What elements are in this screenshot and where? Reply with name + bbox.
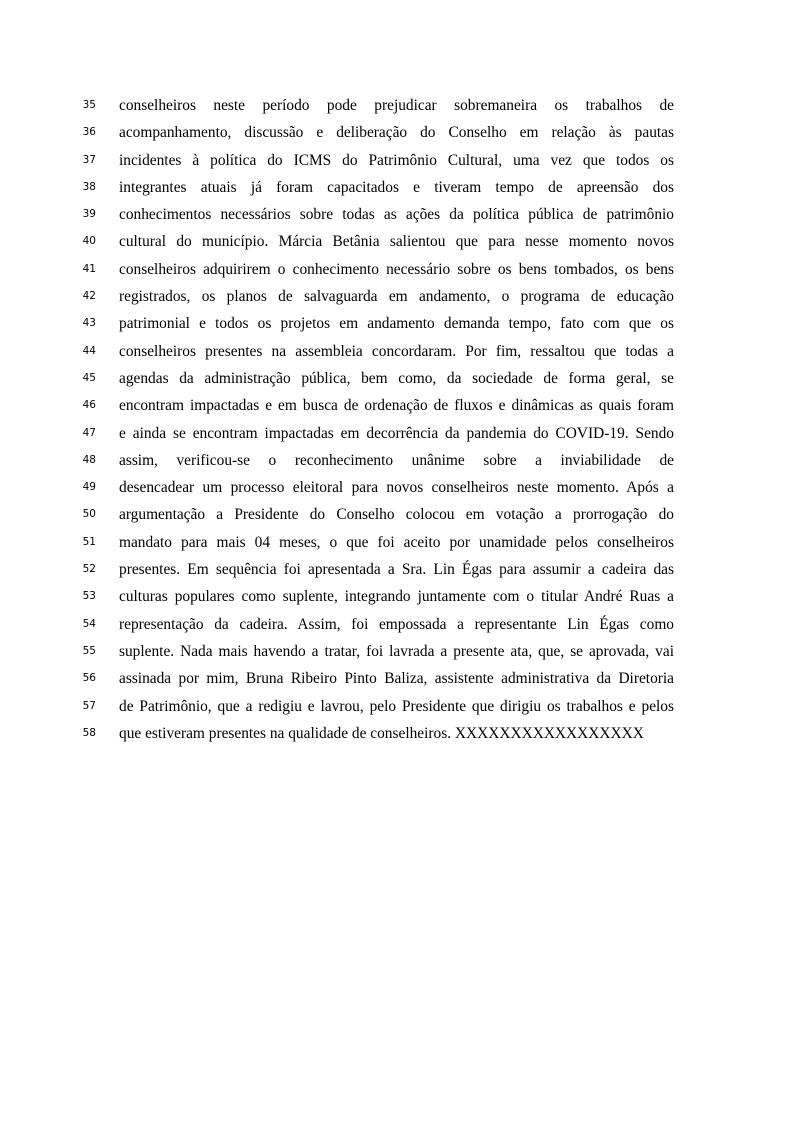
minutes-body — [0, 92, 794, 747]
line-text: cultural do município. Márcia Betânia salientou que para nesse momento novos — [119, 233, 674, 251]
line-text: agendas da administração pública, bem como, da sociedade de forma geral, se — [119, 369, 674, 387]
line-number: 50 — [82, 508, 96, 521]
line-number: 48 — [82, 453, 96, 466]
line-text: conhecimentos necessários sobre todas as ações da política pública de patrimônio — [119, 206, 674, 224]
minutes-line — [0, 447, 794, 474]
line-text: assinada por mim, Bruna Ribeiro Pinto Baliza, assistente administrativa da Diretoria — [119, 670, 674, 688]
minutes-line — [0, 611, 794, 638]
line-number: 49 — [82, 481, 96, 494]
line-text: presentes. Em sequência foi apresentada a Sra. Lin Égas para assumir a cadeira das — [119, 561, 674, 579]
minutes-line — [0, 720, 794, 747]
minutes-line — [0, 529, 794, 556]
line-text: integrantes atuais já foram capacitados e tiveram tempo de apreensão dos — [119, 178, 674, 196]
line-text: assim, verificou-se o reconhecimento unânime sobre a inviabilidade de — [119, 451, 674, 469]
line-number: 37 — [82, 153, 96, 166]
line-number: 44 — [82, 344, 96, 357]
minutes-line — [0, 474, 794, 501]
minutes-line — [0, 310, 794, 337]
line-number: 46 — [82, 399, 96, 412]
minutes-line — [0, 147, 794, 174]
line-number: 54 — [82, 617, 96, 630]
minutes-line — [0, 501, 794, 528]
minutes-line — [0, 693, 794, 720]
line-text: conselheiros adquirirem o conhecimento necessário sobre os bens tombados, os bens — [119, 260, 674, 278]
line-text: desencadear um processo eleitoral para novos conselheiros neste momento. Após a — [119, 479, 674, 497]
line-text: registrados, os planos de salvaguarda em andamento, o programa de educação — [119, 288, 674, 306]
minutes-line — [0, 119, 794, 146]
line-text: de Patrimônio, que a redigiu e lavrou, pelo Presidente que dirigiu os trabalhos e pelos — [119, 697, 674, 715]
line-number: 45 — [82, 371, 96, 384]
line-number: 35 — [82, 99, 96, 111]
line-text: representação da cadeira. Assim, foi empossada a representante Lin Égas como — [119, 615, 674, 633]
minutes-line — [0, 228, 794, 255]
minutes-line — [0, 201, 794, 228]
minutes-line — [0, 283, 794, 310]
line-text: mandato para mais 04 meses, o que foi aceito por unamidade pelos conselheiros — [119, 533, 674, 551]
minutes-line — [0, 392, 794, 419]
minutes-line — [0, 420, 794, 447]
line-text: conselheiros presentes na assembleia concordaram. Por fim, ressaltou que todas a — [119, 342, 674, 360]
line-text: e ainda se encontram impactadas em decorrência da pandemia do COVID-19. Sendo — [119, 424, 674, 442]
line-text: patrimonial e todos os projetos em andamento demanda tempo, fato com que os — [119, 315, 674, 333]
line-number: 56 — [82, 672, 96, 685]
line-number: 38 — [82, 180, 96, 193]
line-number: 41 — [82, 262, 96, 275]
minutes-line — [0, 365, 794, 392]
line-text: culturas populares como suplente, integrando juntamente com o titular André Ruas a — [119, 588, 674, 606]
line-number: 52 — [82, 563, 96, 576]
minutes-line — [0, 556, 794, 583]
line-text: encontram impactadas e em busca de ordenação de fluxos e dinâmicas as quais foram — [119, 397, 674, 415]
line-number: 39 — [82, 208, 96, 221]
line-text: incidentes à política do ICMS do Patrimônio Cultural, uma vez que todos os — [119, 151, 674, 169]
line-text: argumentação a Presidente do Conselho colocou em votação a prorrogação do — [119, 506, 674, 524]
minutes-line — [0, 256, 794, 283]
line-number: 58 — [82, 726, 96, 739]
line-text: acompanhamento, discussão e deliberação do Conselho em relação às pautas — [119, 124, 674, 142]
line-text: que estiveram presentes na qualidade de conselheiros. XXXXXXXXXXXXXXXXX — [119, 724, 644, 742]
line-number: 55 — [82, 644, 96, 657]
line-text: conselheiros neste período pode prejudicar sobremaneira os trabalhos de — [119, 97, 674, 114]
line-number: 36 — [82, 126, 96, 139]
line-number: 42 — [82, 290, 96, 303]
line-number: 47 — [82, 426, 96, 439]
line-number: 53 — [82, 590, 96, 603]
line-text: suplente. Nada mais havendo a tratar, foi lavrada a presente ata, que, se aprovada, vai — [119, 642, 674, 660]
minutes-line — [0, 92, 794, 119]
line-number: 51 — [82, 535, 96, 548]
minutes-line — [0, 665, 794, 692]
minutes-line — [0, 638, 794, 665]
minutes-line — [0, 338, 794, 365]
minutes-line — [0, 583, 794, 610]
line-number: 43 — [82, 317, 96, 330]
minutes-line — [0, 174, 794, 201]
line-number: 57 — [82, 699, 96, 712]
line-number: 40 — [82, 235, 96, 248]
